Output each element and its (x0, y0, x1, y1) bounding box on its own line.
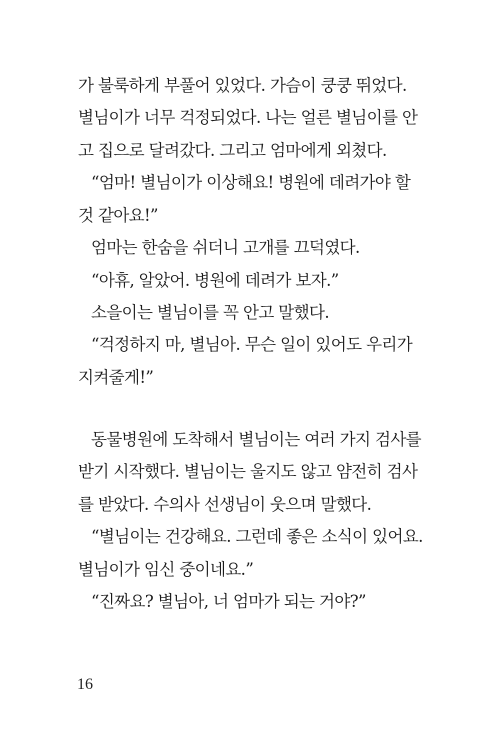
dialogue-line: “아휴, 알았어. 병원에 데려가 보자.” (91, 271, 339, 290)
text-line: 받기 시작했다. 별님이는 울지도 않고 얌전히 검사 (78, 462, 418, 481)
text-line: 별님이가 너무 걱정되었다. 나는 얼른 별님이를 안 (78, 108, 418, 127)
page-number: 16 (77, 676, 93, 693)
text-line: 를 받았다. 수의사 선생님이 웃으며 말했다. (78, 495, 372, 514)
text-line: 가 불룩하게 부풀어 있었다. 가슴이 쿵쿵 뛰었다. (78, 76, 407, 95)
dialogue-line: 별님이가 임신 중이네요.” (78, 560, 254, 579)
text-line: 소을이는 별님이를 꼭 안고 말했다. (91, 303, 329, 322)
text-line: 엄마는 한숨을 쉬더니 고개를 끄덕였다. (91, 238, 360, 257)
dialogue-line: “별님이는 건강해요. 그런데 좋은 소식이 있어요. (91, 527, 423, 546)
dialogue-line: 것 같아요!” (78, 206, 158, 225)
dialogue-line: “걱정하지 마, 별님아. 무슨 일이 있어도 우리가 (91, 335, 413, 354)
text-line: 고 집으로 달려갔다. 그리고 엄마에게 외쳤다. (78, 141, 387, 160)
dialogue-line: 지켜줄게!” (78, 368, 154, 387)
dialogue-line: “진짜요? 별님아, 너 엄마가 되는 거야?” (91, 592, 366, 611)
text-line: 동물병원에 도착해서 별님이는 여러 가지 검사를 (91, 430, 422, 449)
dialogue-line: “엄마! 별님이가 이상해요! 병원에 데려가야 할 (91, 173, 411, 192)
